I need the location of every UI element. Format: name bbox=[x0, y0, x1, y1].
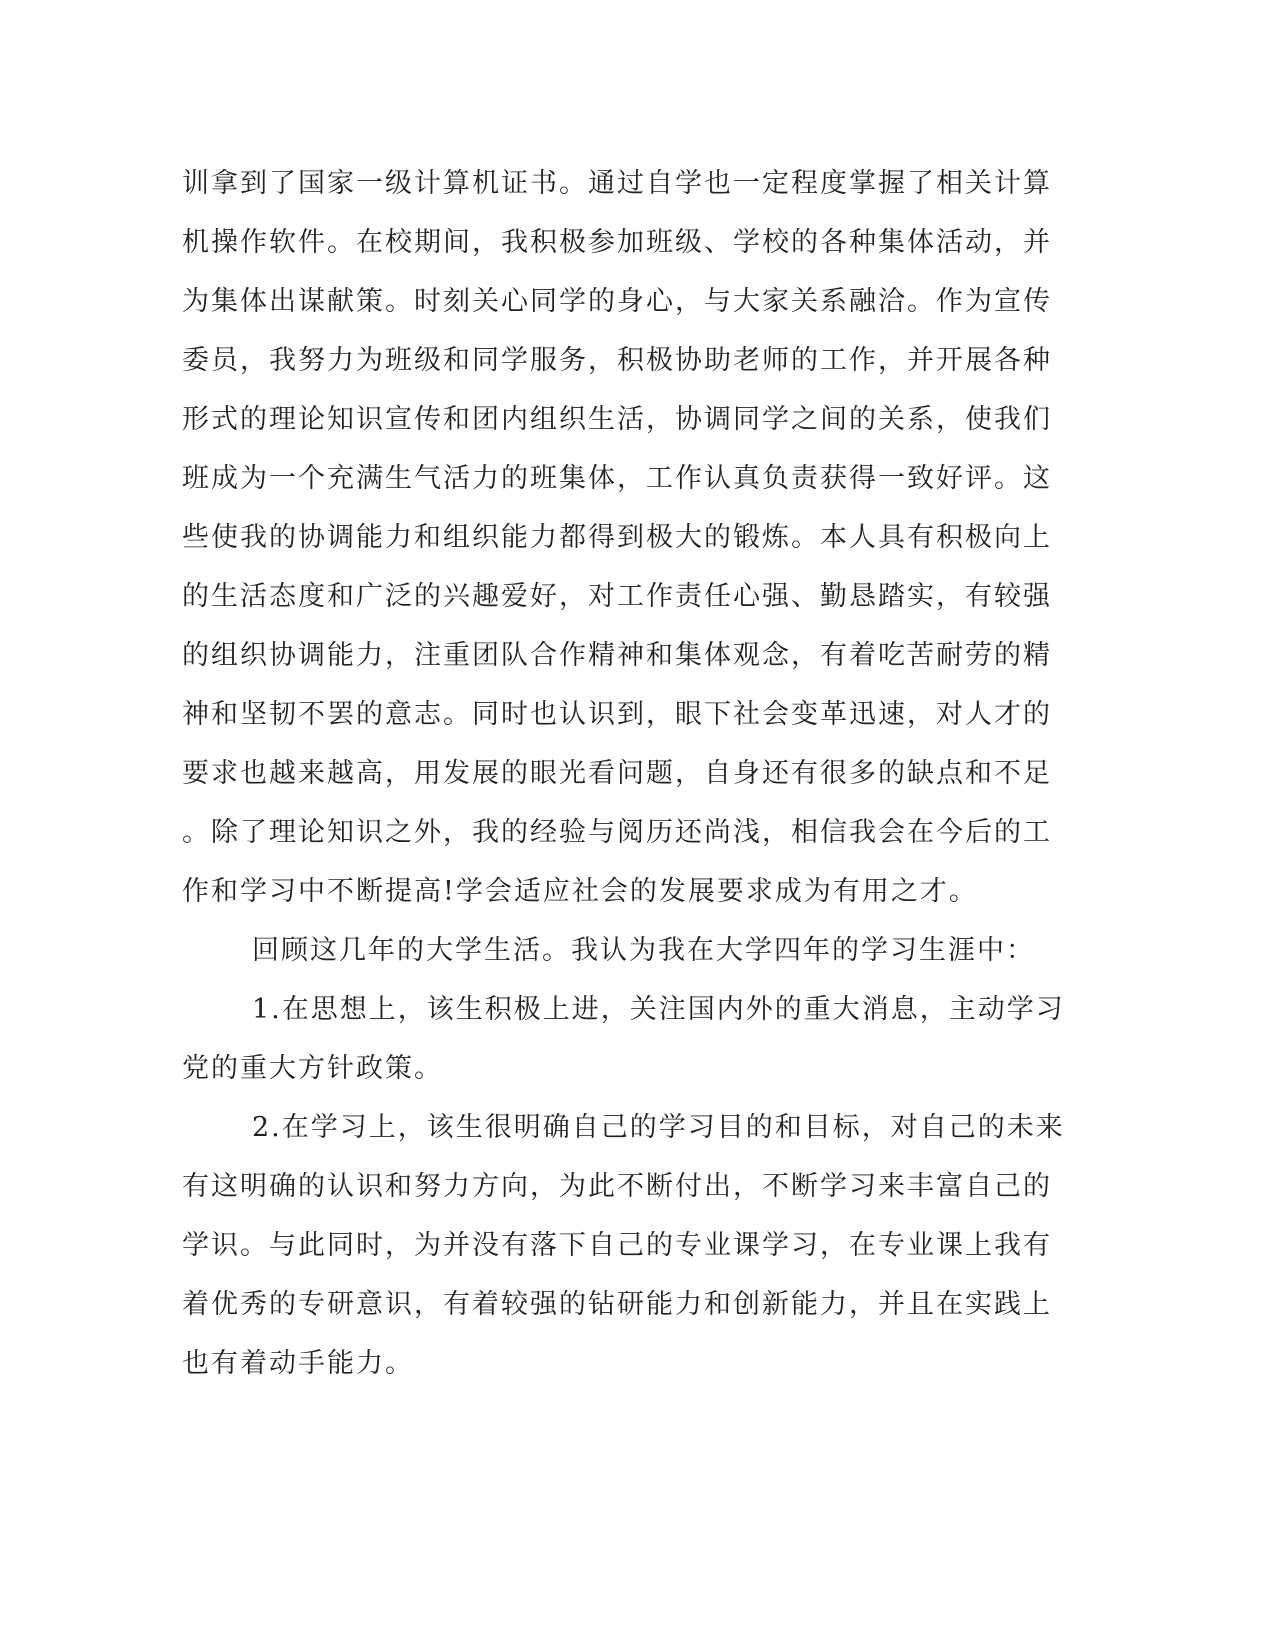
text-line: 学识。与此同时，为并没有落下自己的专业课学习，在专业课上我有 bbox=[182, 1230, 1052, 1261]
paragraph-start-line: 回顾这几年的大学生活。我认为我在大学四年的学习生涯中： bbox=[252, 935, 1035, 966]
text-line: 班成为一个充满生气活力的班集体，工作认真负责获得一致好评。这 bbox=[182, 463, 1052, 494]
text-line: 训拿到了国家一级计算机证书。通过自学也一定程度掌握了相关计算 bbox=[182, 168, 1052, 199]
text-line: 也有着动手能力。 bbox=[182, 1348, 414, 1379]
text-line: 的组织协调能力，注重团队合作精神和集体观念，有着吃苦耐劳的精 bbox=[182, 640, 1052, 671]
text-line: 要求也越来越高，用发展的眼光看问题，自身还有很多的缺点和不足 bbox=[182, 758, 1052, 789]
text-line: 的生活态度和广泛的兴趣爱好，对工作责任心强、勤恳踏实，有较强 bbox=[182, 581, 1052, 612]
list-item-line: 1.在思想上，该生积极上进，关注国内外的重大消息，主动学习 bbox=[252, 994, 1065, 1025]
text-line: 神和坚韧不罢的意志。同时也认识到，眼下社会变革迅速，对人才的 bbox=[182, 699, 1052, 730]
text-line: 。除了理论知识之外，我的经验与阅历还尚浅，相信我会在今后的工 bbox=[182, 817, 1052, 848]
text-line: 机操作软件。在校期间，我积极参加班级、学校的各种集体活动，并 bbox=[182, 227, 1052, 258]
text-line: 形式的理论知识宣传和团内组织生活，协调同学之间的关系，使我们 bbox=[182, 404, 1052, 435]
text-line: 有这明确的认识和努力方向，为此不断付出，不断学习来丰富自己的 bbox=[182, 1171, 1052, 1202]
text-line: 党的重大方针政策。 bbox=[182, 1053, 443, 1084]
document-body bbox=[182, 154, 1065, 1393]
text-line: 为集体出谋献策。时刻关心同学的身心，与大家关系融洽。作为宣传 bbox=[182, 286, 1052, 317]
text-line: 委员，我努力为班级和同学服务，积极协助老师的工作，并开展各种 bbox=[182, 345, 1052, 376]
text-line: 作和学习中不断提高!学会适应社会的发展要求成为有用之才。 bbox=[182, 876, 978, 907]
list-item-line: 2.在学习上，该生很明确自己的学习目的和目标，对自己的未来 bbox=[252, 1112, 1065, 1143]
text-line: 些使我的协调能力和组织能力都得到极大的锻炼。本人具有积极向上 bbox=[182, 522, 1052, 553]
text-line: 着优秀的专研意识，有着较强的钻研能力和创新能力，并且在实践上 bbox=[182, 1289, 1052, 1320]
